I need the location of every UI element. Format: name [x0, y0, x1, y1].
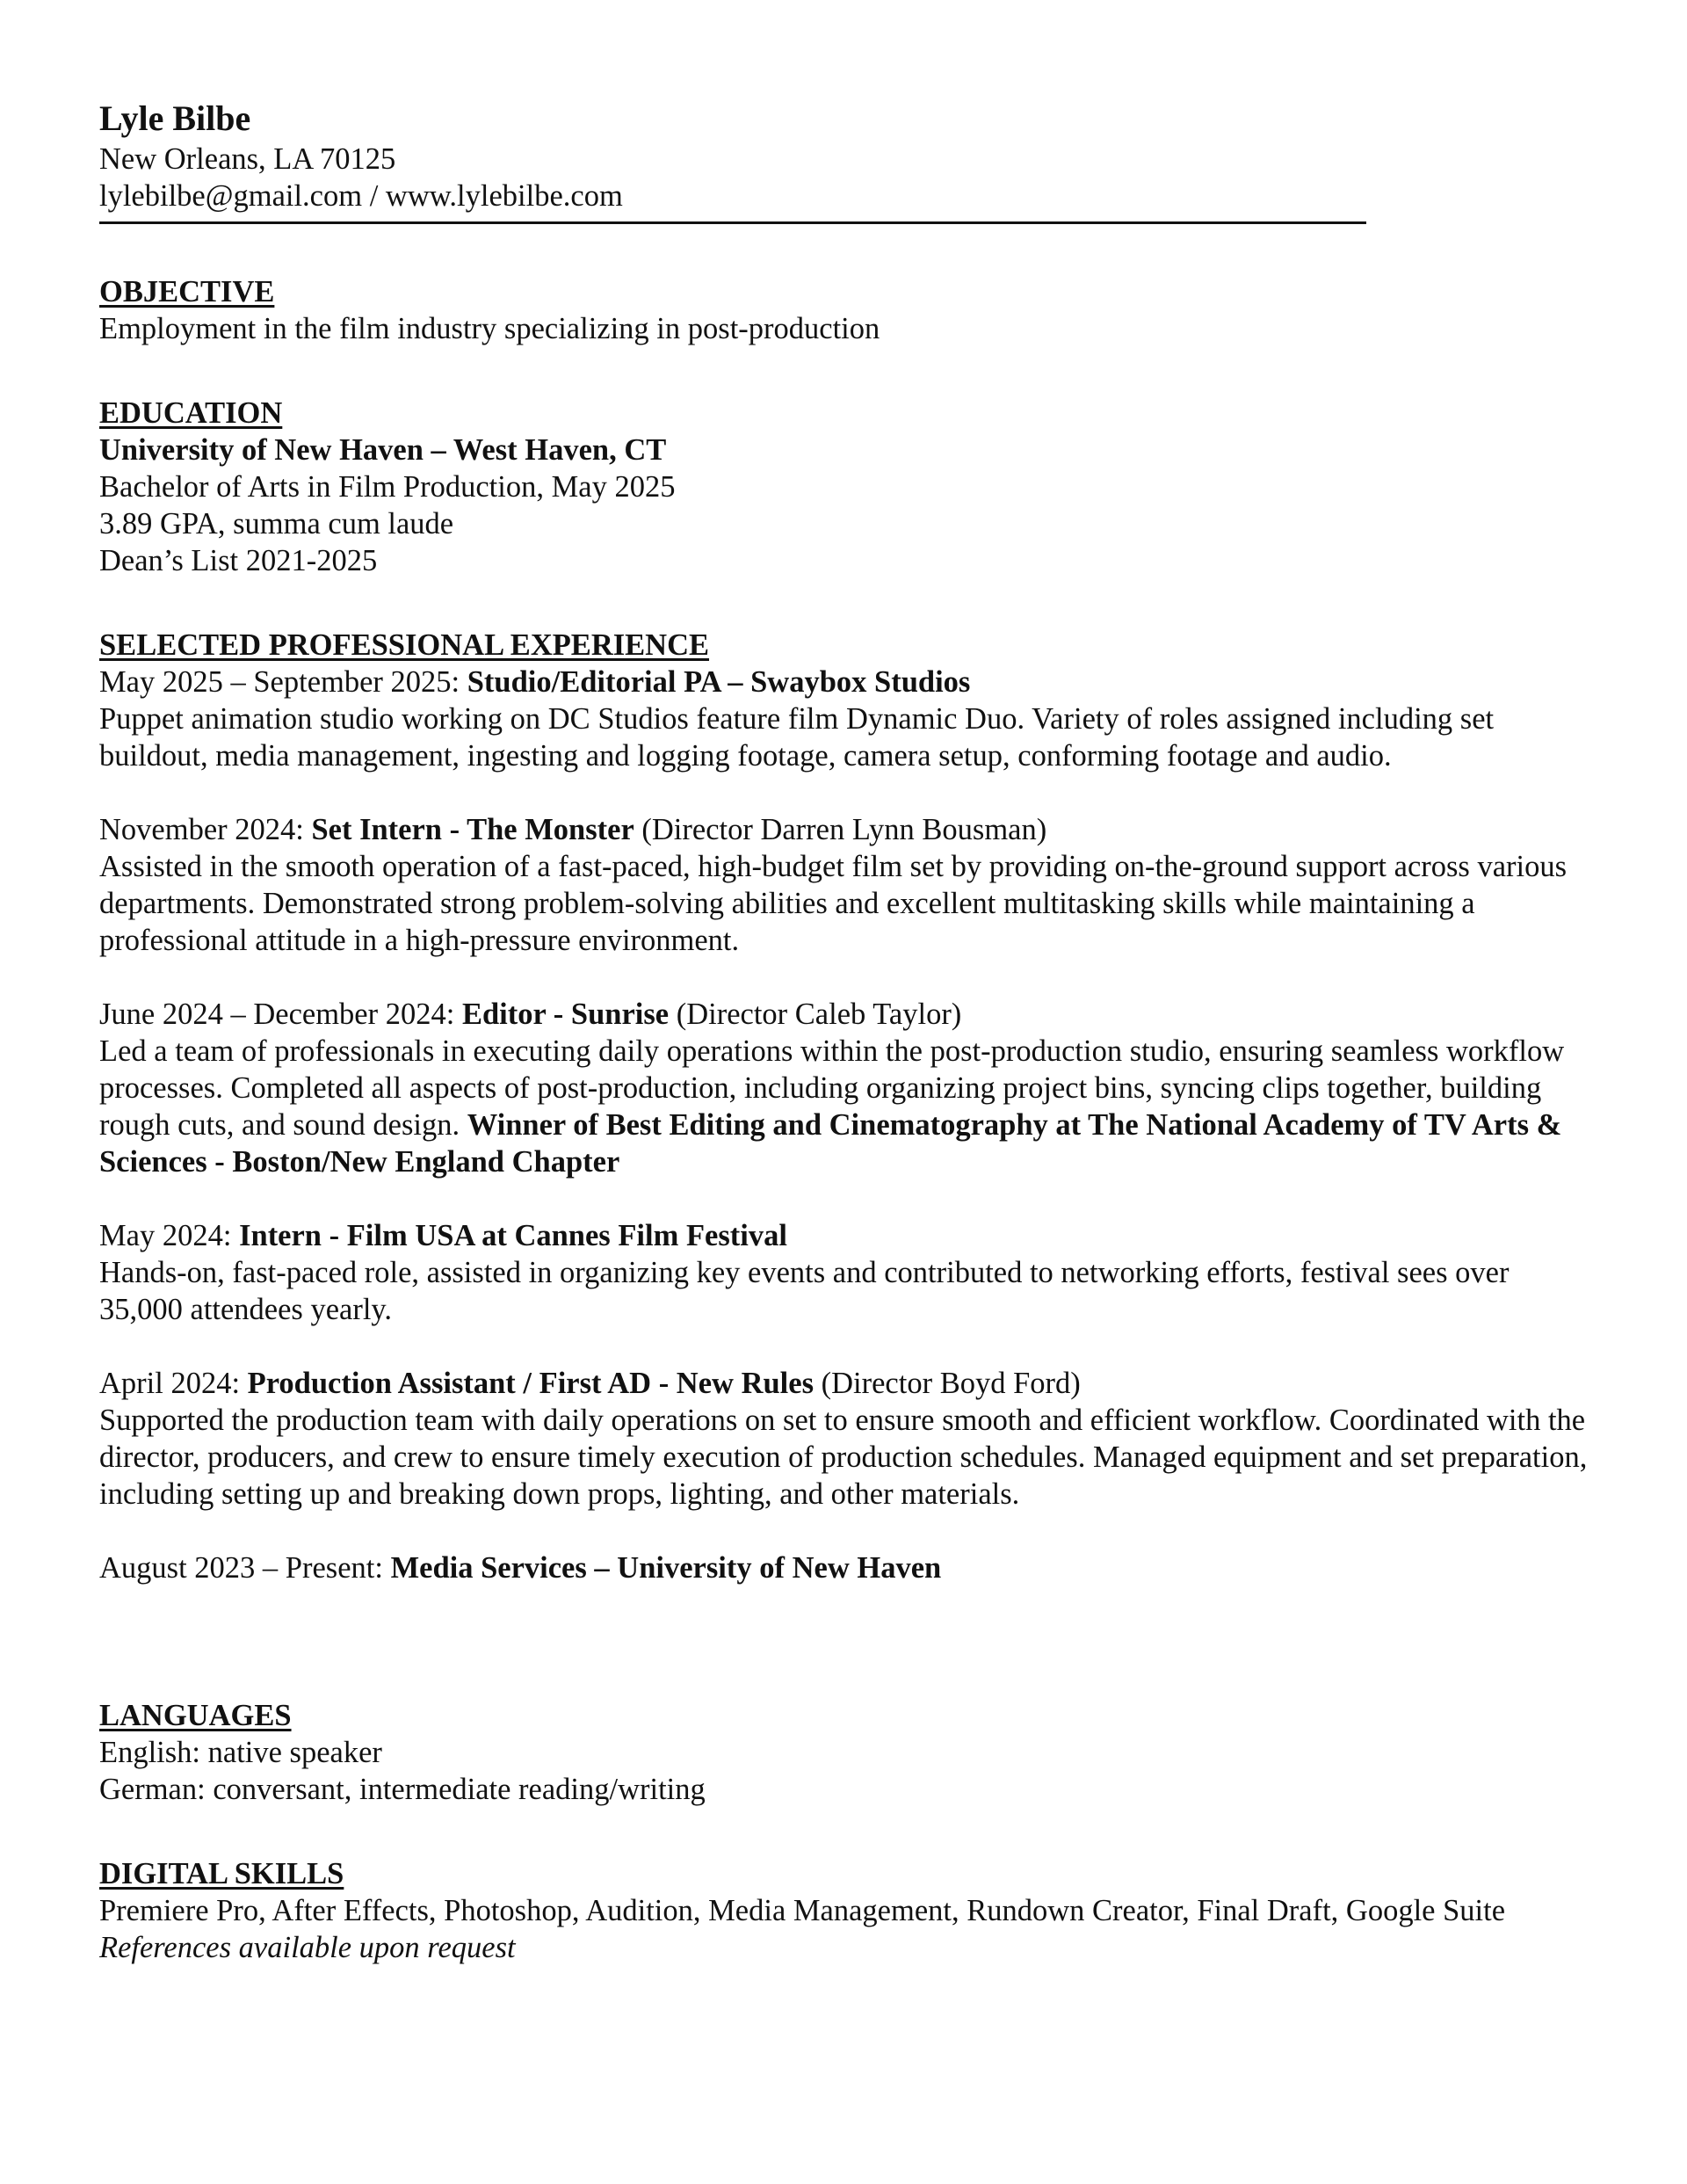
entry-header: [99, 996, 1593, 1033]
entry-description: Hands-on, fast-paced role, assisted in organizing key events and contributed to networking efforts, festival sees over 35,000 attendees yearly.: [99, 1256, 1510, 1326]
entry-description-block: [99, 1033, 1593, 1180]
education-heading: EDUCATION: [99, 396, 283, 430]
entry-description: Supported the production team with daily operations on set to ensure smooth and efficient workflow. Coordinated with the director, producers, and crew to ensure timely execution of production schedules. Managed equipment and set preparation, including setting up and breaking down props, lighting, and other materials.: [99, 1404, 1588, 1511]
education-section: [99, 395, 1593, 579]
entry-header: [99, 811, 1593, 848]
entry-title: Studio/Editorial PA – Swaybox Studios: [467, 665, 971, 699]
entry-title: Media Services – University of New Haven: [390, 1551, 942, 1585]
entry-title: Editor - Sunrise: [461, 998, 670, 1031]
resume-page: [99, 97, 1593, 1966]
languages-heading: LANGUAGES: [99, 1699, 292, 1732]
experience-entry: [99, 1217, 1593, 1328]
contact-line: lylebilbe@gmail.com / www.lylebilbe.com: [99, 179, 623, 213]
entry-description: Assisted in the smooth operation of a fast-paced, high-budget film set by providing on-the-ground support across various departments. Demonstrated strong problem-solving abilities and excellent multitasking skills while maintaining a professional attitude in a high-pressure environment.: [99, 850, 1568, 957]
entry-award: Winner of Best Editing and Cinematography at The National Academy of TV Arts & Sciences - Boston/New England Chapter: [99, 1108, 1562, 1179]
experience-heading: SELECTED PROFESSIONAL EXPERIENCE: [99, 628, 710, 662]
experience-entry: [99, 811, 1593, 959]
entry-director: (Director Boyd Ford): [814, 1367, 1081, 1400]
entry-director: (Director Caleb Taylor): [669, 998, 962, 1031]
entry-description: Puppet animation studio working on DC Studios feature film Dynamic Duo. Variety of roles assigned including set buildout, media management, ingesting and logging footage, camera setup, conforming footage and audio.: [99, 702, 1495, 773]
objective-text: Employment in the film industry specializing in post-production: [99, 312, 880, 345]
entry-director: (Director Darren Lynn Bousman): [634, 813, 1047, 846]
school-name: University of New Haven – West Haven, CT: [99, 433, 667, 467]
entry-title: Production Assistant / First AD - New Rules: [247, 1367, 815, 1400]
entry-date: May 2025 – September 2025:: [99, 665, 467, 699]
skills-section: [99, 1855, 1593, 1966]
entry-date: May 2024:: [99, 1219, 240, 1252]
entry-date: August 2023 – Present:: [99, 1551, 391, 1585]
entry-header: [99, 664, 1593, 700]
degree: Bachelor of Arts in Film Production, May 2025: [99, 470, 676, 504]
entry-description: Led a team of professionals in executing daily operations within the post-production studio, ensuring seamless workflow processes. Completed all aspects of post-production, including organizing project bins, syncing clips together, building rough cuts, and sound design.: [99, 1034, 1565, 1142]
candidate-name: Lyle Bilbe: [99, 98, 251, 138]
entry-header: [99, 1549, 1593, 1586]
skills-heading: DIGITAL SKILLS: [99, 1857, 344, 1890]
honors: Dean’s List 2021-2025: [99, 544, 378, 577]
skills-list: Premiere Pro, After Effects, Photoshop, Audition, Media Management, Rundown Creator, Final Draft, Google Suite: [99, 1894, 1506, 1927]
entry-date: April 2024:: [99, 1367, 248, 1400]
experience-section: [99, 627, 1593, 1586]
language-item: English: native speaker: [99, 1736, 382, 1769]
header-divider: [99, 221, 1366, 224]
entry-header: [99, 1217, 1593, 1254]
language-item: German: conversant, intermediate reading/writing: [99, 1773, 706, 1806]
experience-entry: [99, 1549, 1593, 1586]
entry-date: June 2024 – December 2024:: [99, 998, 462, 1031]
location: New Orleans, LA 70125: [99, 142, 396, 176]
entry-date: November 2024:: [99, 813, 312, 846]
experience-entry: [99, 996, 1593, 1180]
entry-title: Intern - Film USA at Cannes Film Festival: [239, 1219, 787, 1252]
header: [99, 97, 1593, 224]
entry-header: [99, 1365, 1593, 1402]
objective-heading: OBJECTIVE: [99, 275, 275, 308]
gpa: 3.89 GPA, summa cum laude: [99, 507, 454, 541]
objective-section: [99, 273, 1593, 347]
experience-entry: [99, 1365, 1593, 1513]
languages-section: [99, 1697, 1593, 1808]
references-note: References available upon request: [99, 1931, 516, 1964]
experience-entry: [99, 664, 1593, 774]
entry-title: Set Intern - The Monster: [311, 813, 634, 846]
